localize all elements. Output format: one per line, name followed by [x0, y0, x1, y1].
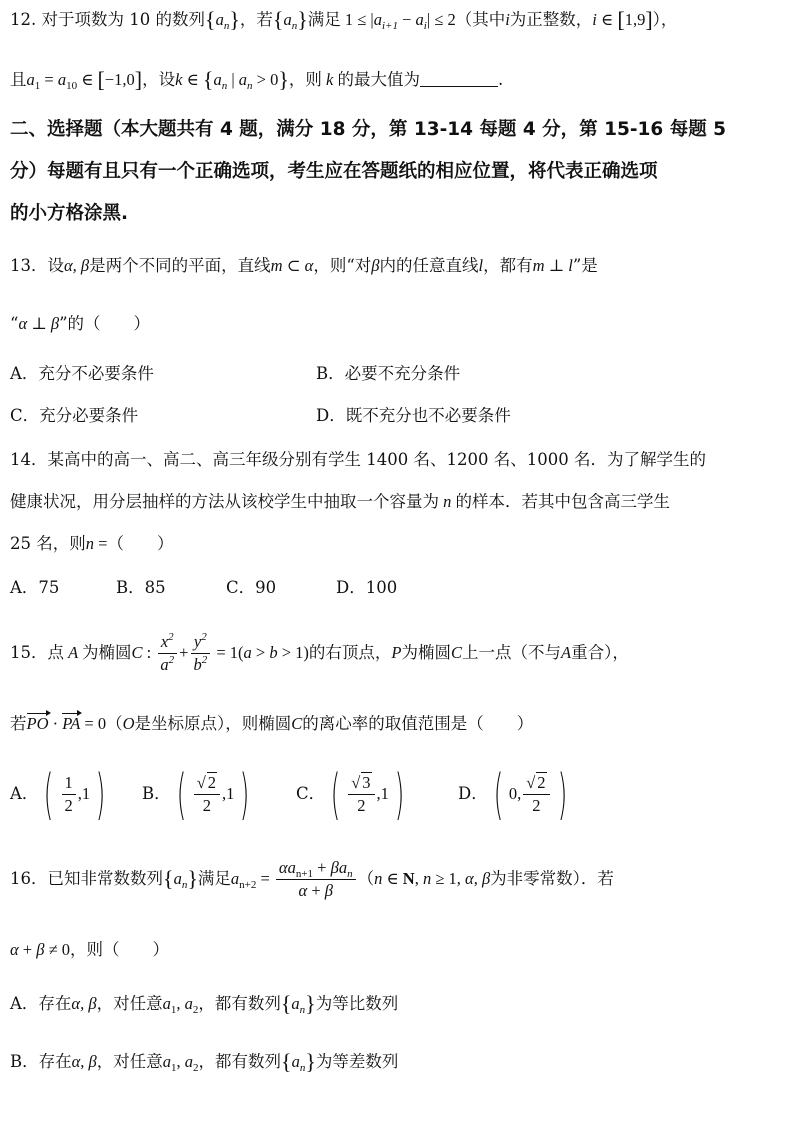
fraction: $\frac{x^2}{a^2}$: [157, 631, 177, 676]
q16-option-b[interactable]: B．存在α, β，对任意$a_1$, $a_2$，都有数列$\{a_n\}$为等差数列: [10, 1049, 399, 1074]
q16-line1: 16．已知非常数数列$\{a_n\}$满足$a_{n+2}$ = $\frac{\alpha a_{n+1} + \beta a_n}{\alpha + \beta}$ （n ∈ N, n ≥ 1, α, β为非零常数）．若: [10, 858, 614, 900]
q13-option-d[interactable]: D．既不充分也不必要条件: [316, 406, 511, 425]
q15-option-d[interactable]: D． ( 0, $\frac{√ 2}{2}$ ): [458, 762, 567, 826]
q16-option-a[interactable]: A．存在α, β，对任意$a_1$, $a_2$，都有数列$\{a_n\}$为等比数列: [10, 991, 399, 1016]
q13-line1: 13．设α, β是两个不同的平面，直线m ⊂ α，则“对β内的任意直线l，都有m ⊥ l”是: [10, 256, 598, 275]
q14-line3: 25 名，则n =（ ）: [10, 534, 174, 553]
q14-line1: 14．某高中的高一、高二、高三年级分别有学生 1400 名、1200 名、1000 名．为了解学生的: [10, 450, 706, 469]
q15-line1: 15．点 A 为椭圆C : $\frac{x^2}{a^2}$ + $\frac{y^2}{b^2}$ = 1(a > b > 1)的右顶点，P为椭圆C上一点（不与A重合），: [10, 631, 629, 674]
section2-line1: 二、选择题（本大题共有 4 题，满分 18 分，第 13-14 每题 4 分，第 15-16 每题 5: [10, 119, 727, 140]
q15-line2: 若PO · PA = 0（O是坐标原点），则椭圆C的离心率的取值范围是（ ）: [10, 712, 533, 736]
q13-option-c[interactable]: C．充分必要条件: [10, 406, 139, 425]
q13-option-b[interactable]: B．必要不充分条件: [316, 364, 461, 383]
answer-blank: [420, 68, 498, 87]
q15-option-c[interactable]: C． ( $\frac{√ 3}{2}$ ,1 ): [296, 762, 405, 826]
q13-option-a[interactable]: A．充分不必要条件: [10, 364, 154, 383]
q14-option-d[interactable]: D．100: [336, 578, 398, 597]
q14-option-c[interactable]: C．90: [226, 578, 277, 597]
fraction: $\frac{\alpha a_{n+1} + \beta a_n}{\alpha + \beta}$: [276, 857, 356, 902]
q12-line2: 且$a_1 = a_{10}$ ∈ [−1,0]，设k ∈ {$a_n$ | $a_n > 0$}，则 k 的最大值为 .: [10, 67, 504, 92]
q15-option-a[interactable]: A． ( $\frac{1}{2}$ ,1 ): [10, 762, 106, 826]
fraction: $\frac{y^2}{b^2}$: [190, 631, 210, 676]
section2-line3: 的小方格涂黑.: [10, 203, 129, 224]
q14-option-b[interactable]: B．85: [116, 578, 166, 597]
section2-line2: 分）每题有且只有一个正确选项，考生应在答题纸的相应位置，将代表正确选项: [10, 161, 658, 182]
q13-line2: “α ⊥ β”的（ ）: [10, 314, 151, 333]
q14-line2: 健康状况，用分层抽样的方法从该校学生中抽取一个容量为 n 的样本．若其中包含高三学生: [10, 492, 670, 511]
q16-line2: α + β ≠ 0，则（ ）: [10, 940, 170, 959]
q12-line1: 12. 对于项数为 10 的数列$\{a_n\}$，若$\{a_n\}$满足 $1 \le |a_{i+1} - a_i| \le 2$（其中i为正整数，i ∈ [1,9]），: [10, 7, 678, 32]
q14-option-a[interactable]: A．75: [10, 578, 60, 597]
q15-option-b[interactable]: B． ( $\frac{√ 2}{2}$ ,1 ): [142, 762, 250, 826]
